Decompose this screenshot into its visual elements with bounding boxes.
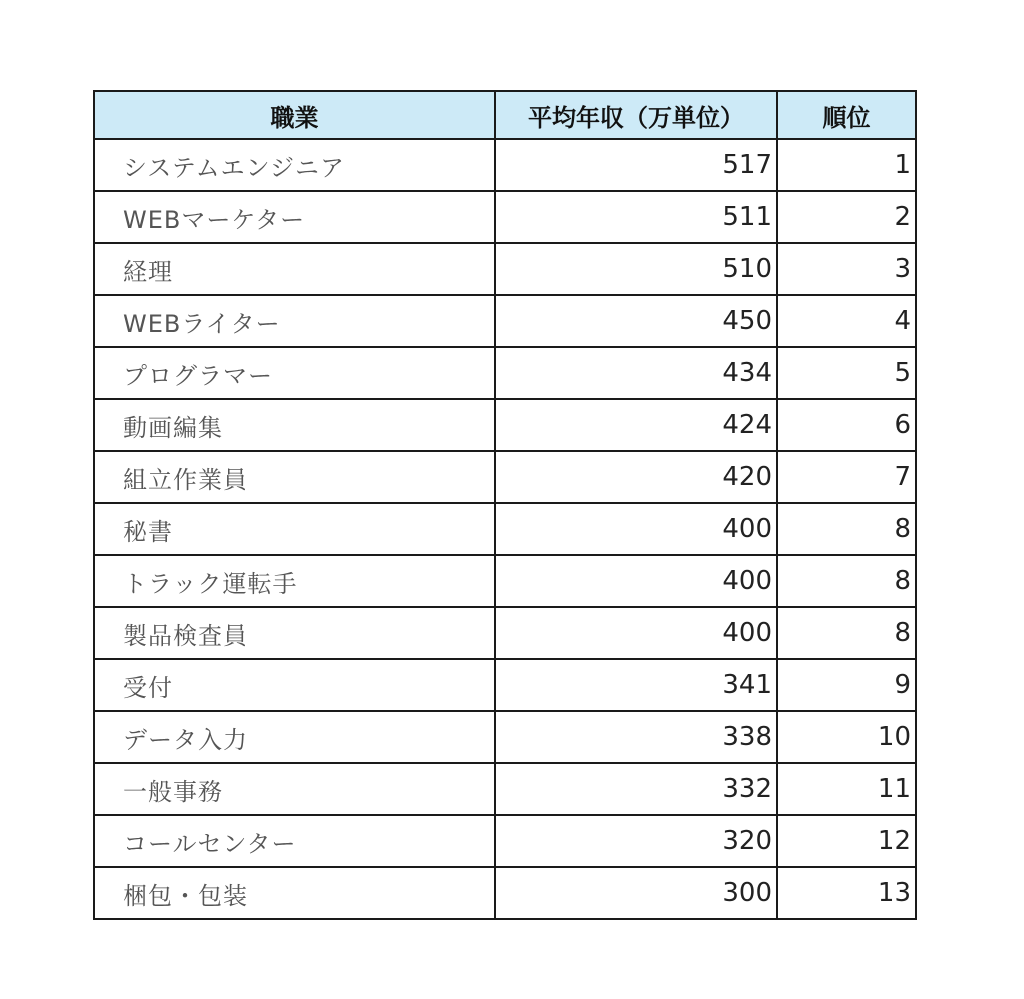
rank-cell: 10: [777, 711, 916, 763]
job-cell: コールセンター: [94, 815, 495, 867]
job-cell: データ入力: [94, 711, 495, 763]
rank-cell: 8: [777, 607, 916, 659]
income-cell: 300: [495, 867, 777, 919]
job-cell: WEBマーケター: [94, 191, 495, 243]
income-cell: 400: [495, 555, 777, 607]
income-cell: 400: [495, 607, 777, 659]
job-cell: 梱包・包装: [94, 867, 495, 919]
table-row: [94, 243, 916, 295]
job-cell: 経理: [94, 243, 495, 295]
rank-cell: 4: [777, 295, 916, 347]
table-row: [94, 659, 916, 711]
table-row: [94, 347, 916, 399]
header-row: [94, 91, 916, 139]
table-header: [94, 91, 916, 139]
header-rank: 順位: [777, 91, 916, 139]
rank-cell: 2: [777, 191, 916, 243]
table-row: [94, 867, 916, 919]
header-job: 職業: [94, 91, 495, 139]
rank-cell: 11: [777, 763, 916, 815]
rank-cell: 3: [777, 243, 916, 295]
table-row: [94, 555, 916, 607]
job-cell: システムエンジニア: [94, 139, 495, 191]
table-row: [94, 607, 916, 659]
rank-cell: 12: [777, 815, 916, 867]
income-ranking-table-container: [93, 90, 917, 920]
rank-cell: 7: [777, 451, 916, 503]
header-income: 平均年収（万単位）: [495, 91, 777, 139]
rank-cell: 8: [777, 503, 916, 555]
job-cell: トラック運転手: [94, 555, 495, 607]
job-cell: WEBライター: [94, 295, 495, 347]
job-cell: プログラマー: [94, 347, 495, 399]
job-cell: 受付: [94, 659, 495, 711]
income-cell: 320: [495, 815, 777, 867]
rank-cell: 8: [777, 555, 916, 607]
table-row: [94, 191, 916, 243]
rank-cell: 6: [777, 399, 916, 451]
table-row: [94, 711, 916, 763]
income-ranking-table: [93, 90, 917, 920]
income-cell: 511: [495, 191, 777, 243]
job-cell: 製品検査員: [94, 607, 495, 659]
table-row: [94, 451, 916, 503]
table-row: [94, 815, 916, 867]
income-cell: 450: [495, 295, 777, 347]
table-row: [94, 139, 916, 191]
income-cell: 338: [495, 711, 777, 763]
income-cell: 434: [495, 347, 777, 399]
income-cell: 420: [495, 451, 777, 503]
table-row: [94, 503, 916, 555]
income-cell: 424: [495, 399, 777, 451]
table-row: [94, 763, 916, 815]
job-cell: 秘書: [94, 503, 495, 555]
income-cell: 341: [495, 659, 777, 711]
rank-cell: 1: [777, 139, 916, 191]
table-body: [94, 139, 916, 919]
job-cell: 組立作業員: [94, 451, 495, 503]
table-row: [94, 295, 916, 347]
rank-cell: 13: [777, 867, 916, 919]
rank-cell: 5: [777, 347, 916, 399]
income-cell: 400: [495, 503, 777, 555]
income-cell: 332: [495, 763, 777, 815]
table-row: [94, 399, 916, 451]
income-cell: 510: [495, 243, 777, 295]
rank-cell: 9: [777, 659, 916, 711]
income-cell: 517: [495, 139, 777, 191]
job-cell: 一般事務: [94, 763, 495, 815]
job-cell: 動画編集: [94, 399, 495, 451]
